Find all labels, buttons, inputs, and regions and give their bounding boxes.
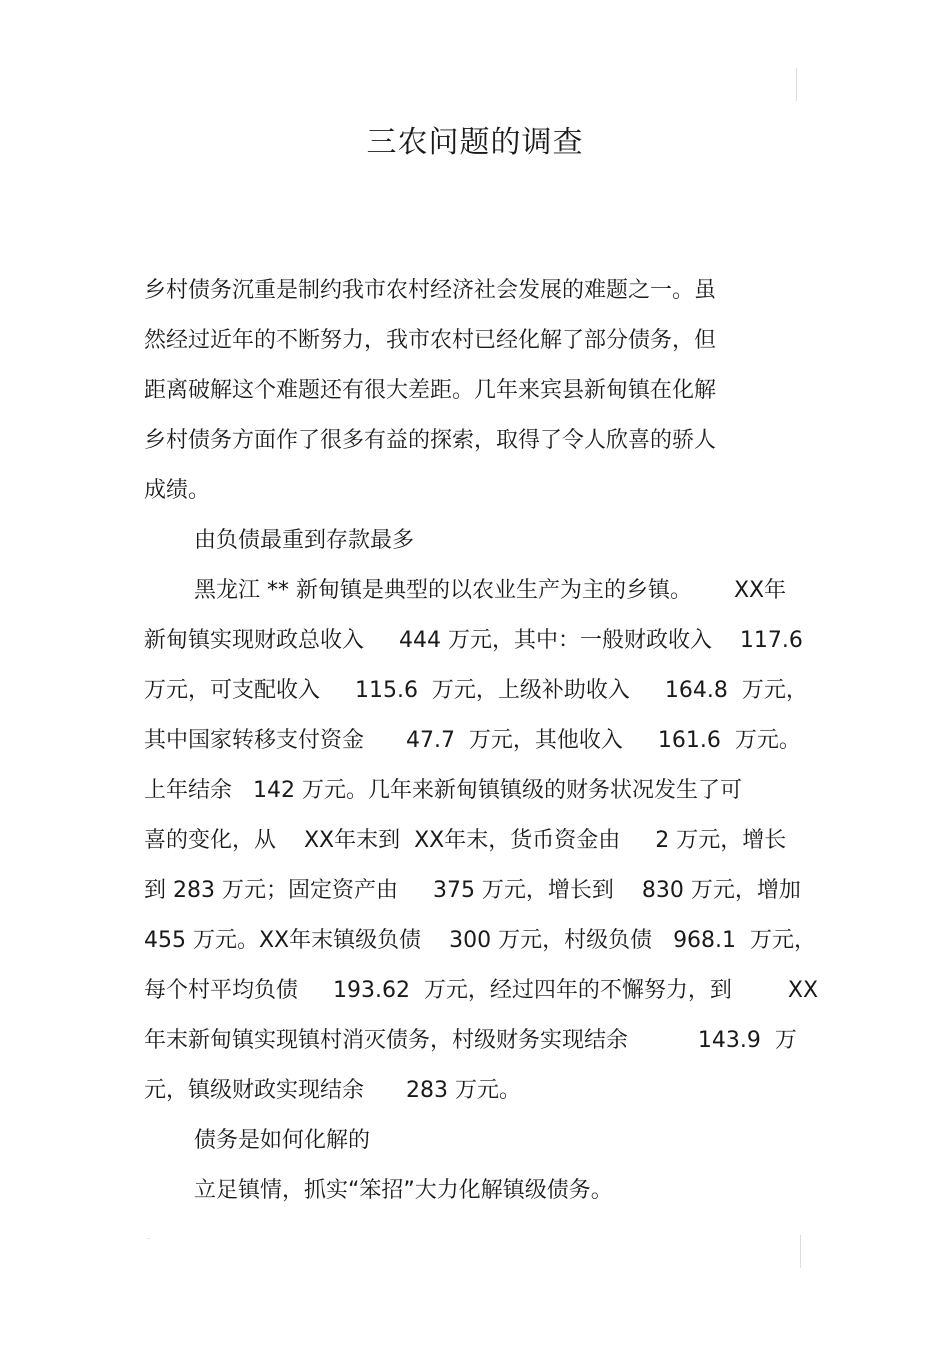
paragraph-line: 距离破解这个难题还有很大差距。几年来宾县新甸镇在化解	[144, 378, 717, 403]
paragraph-line: 元，镇级财政实现结余 283 万元。	[144, 1078, 521, 1103]
paragraph-line: 然经过近年的不断努力，我市农村已经化解了部分债务，但	[144, 328, 717, 353]
section-heading: 债务是如何化解的	[194, 1128, 371, 1153]
margin-mark-top	[796, 68, 797, 101]
paragraph-line: 喜的变化，从 XX年末到 XX年末，货币资金由 2 万元，增长	[144, 828, 787, 853]
document-title: 三农问题的调查	[366, 125, 584, 160]
paragraph-line: 上年结余 142 万元。几年来新甸镇镇级的财务状况发生了可	[144, 778, 742, 803]
paragraph-line: 每个村平均负债 193.62 万元，经过四年的不懈努力，到 XX	[144, 978, 819, 1003]
paragraph-line: 乡村债务沉重是制约我市农村经济社会发展的难题之一。虽	[144, 278, 717, 303]
paragraph-line: 年末新甸镇实现镇村消灭债务，村级财务实现结余 143.9 万	[144, 1028, 797, 1053]
section-heading: 立足镇情，抓实“笨招”大力化解镇级债务。	[194, 1178, 613, 1203]
paragraph-line: 乡村债务方面作了很多有益的探索，取得了令人欣喜的骄人	[144, 428, 717, 453]
paragraph-line: 455 万元。XX年末镇级负债 300 万元，村级负债 968.1 万元，	[144, 928, 817, 953]
paragraph-line: 新甸镇实现财政总收入 444 万元，其中：一般财政收入 117.6	[144, 628, 803, 653]
margin-mark-bottom-left	[147, 1238, 150, 1239]
paragraph-line: 成绩。	[144, 478, 211, 503]
paragraph-line: 万元，可支配收入 115.6 万元，上级补助收入 164.8 万元，	[144, 678, 808, 703]
section-heading: 由负债最重到存款最多	[194, 528, 415, 553]
paragraph-line: 其中国家转移支付资金 47.7 万元，其他收入 161.6 万元。	[144, 728, 801, 753]
paragraph-line: 黑龙江 ** 新甸镇是典型的以农业生产为主的乡镇。 XX年	[194, 578, 787, 603]
margin-mark-bottom-right	[800, 1235, 801, 1268]
paragraph-line: 到 283 万元；固定资产由 375 万元，增长到 830 万元，增加	[144, 878, 801, 903]
